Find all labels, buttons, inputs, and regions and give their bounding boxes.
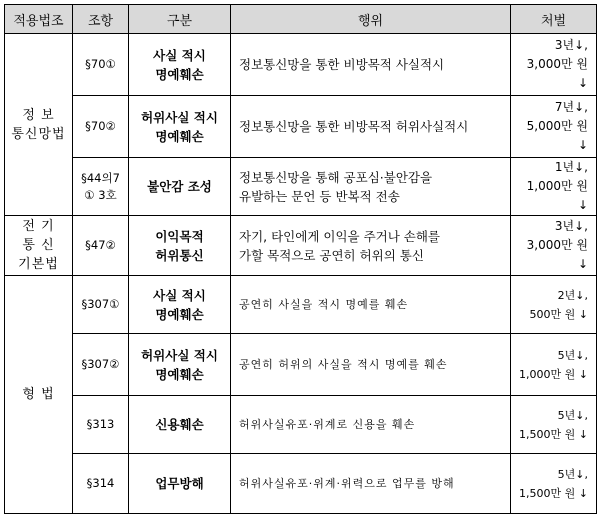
penalty-line: 2년↓,	[557, 288, 588, 302]
header-article: 조항	[73, 5, 129, 34]
penalty-cell	[511, 216, 597, 276]
penalty-cell	[511, 334, 597, 396]
act-line: 가할 목적으로 공연히 허위의 통신	[239, 247, 424, 263]
category-line: 허위통신	[155, 247, 204, 263]
act-line: 공연히 사실을 적시 명예를 훼손	[239, 298, 409, 311]
category-line: 업무방해	[155, 476, 204, 491]
penalty-line: 5년↓,	[557, 467, 588, 481]
penalty-line: 1,500만 원 ↓	[519, 486, 588, 500]
penalty-line: 5년↓,	[557, 408, 588, 422]
article-cell: §70①	[73, 34, 129, 96]
category-cell	[129, 276, 231, 334]
penalty-table	[4, 4, 597, 514]
act-line: 허위사실유포·위계·위력으로 업무를 방해	[239, 477, 455, 490]
article-line: ① 3호	[84, 187, 117, 202]
table-row	[5, 216, 597, 276]
article-cell: §307①	[73, 276, 129, 334]
category-line: 명예훼손	[155, 366, 204, 382]
article-cell: §47②	[73, 216, 129, 276]
act-cell	[231, 216, 511, 276]
act-cell	[231, 34, 511, 96]
table-row	[5, 396, 597, 454]
category-line: 명예훼손	[155, 306, 204, 322]
law-label: 통 신	[22, 238, 55, 253]
category-line: 불안감 조성	[147, 179, 212, 194]
penalty-line: 1년↓,	[554, 160, 588, 174]
header-law: 적용법조	[5, 5, 73, 34]
table-row	[5, 334, 597, 396]
act-cell	[231, 276, 511, 334]
penalty-line: 1,000만 원 ↓	[519, 367, 588, 381]
penalty-line: 500만 원 ↓	[529, 307, 588, 321]
category-line: 허위사실 적시	[141, 347, 218, 363]
penalty-cell	[511, 454, 597, 514]
article-cell: §307②	[73, 334, 129, 396]
table-row	[5, 96, 597, 158]
law-label: 정 보	[22, 107, 55, 123]
penalty-cell	[511, 34, 597, 96]
category-line: 사실 적시	[153, 47, 206, 63]
penalty-line: 3,000만 원 ↓	[526, 238, 588, 271]
category-cell	[129, 34, 231, 96]
article-line: §44의7	[81, 170, 120, 185]
penalty-cell	[511, 276, 597, 334]
category-cell	[129, 158, 231, 216]
act-line: 정보통신망을 통한 비방목적 허위사실적시	[239, 119, 469, 134]
category-line: 이익목적	[155, 228, 204, 244]
category-cell	[129, 396, 231, 454]
penalty-line: 5,000만 원 ↓	[526, 119, 588, 152]
table-row	[5, 34, 597, 96]
category-line: 신용훼손	[155, 417, 204, 432]
act-cell	[231, 96, 511, 158]
penalty-line: 7년↓,	[554, 100, 588, 114]
penalty-line: 1,000만 원 ↓	[526, 179, 588, 212]
penalty-line: 3년↓,	[554, 38, 588, 52]
category-line: 허위사실 적시	[141, 109, 218, 125]
act-line: 정보통신망을 통한 비방목적 사실적시	[239, 57, 445, 72]
act-line: 공연히 허위의 사실을 적시 명예를 훼손	[239, 358, 448, 371]
table-row	[5, 454, 597, 514]
act-line: 유발하는 문언 등 반복적 전송	[239, 188, 400, 204]
law-label: 기본법	[18, 257, 59, 272]
table-row	[5, 276, 597, 334]
penalty-line: 3년↓,	[554, 219, 588, 233]
penalty-line: 3,000만 원 ↓	[526, 57, 588, 90]
category-line: 명예훼손	[155, 128, 204, 144]
penalty-line: 1,500만 원 ↓	[519, 427, 588, 441]
act-line: 자기, 타인에게 이익을 주거나 손해를	[239, 228, 440, 244]
law-label: 전 기	[22, 219, 55, 234]
act-cell	[231, 158, 511, 216]
act-cell	[231, 454, 511, 514]
header-penalty: 처벌	[511, 5, 597, 34]
penalty-cell	[511, 396, 597, 454]
law-cell-telecom-act	[5, 216, 73, 276]
penalty-cell	[511, 158, 597, 216]
category-line: 사실 적시	[153, 287, 206, 303]
category-line: 명예훼손	[155, 66, 204, 82]
penalty-cell	[511, 96, 597, 158]
act-line: 정보통신망을 통해 공포심·불안감을	[239, 169, 433, 185]
act-cell	[231, 396, 511, 454]
category-cell	[129, 96, 231, 158]
law-label: 통신망법	[11, 126, 66, 142]
article-cell: §313	[73, 396, 129, 454]
law-label: 형 법	[22, 387, 55, 402]
table-row	[5, 158, 597, 216]
category-cell	[129, 454, 231, 514]
act-line: 허위사실유포·위계로 신용을 훼손	[239, 418, 416, 431]
penalty-line: 5년↓,	[557, 348, 588, 362]
law-cell-criminal-act	[5, 276, 73, 514]
header-row	[5, 5, 597, 34]
article-cell: §70②	[73, 96, 129, 158]
law-cell-network-act	[5, 34, 73, 216]
act-cell	[231, 334, 511, 396]
header-category: 구분	[129, 5, 231, 34]
header-act: 행위	[231, 5, 511, 34]
article-cell	[73, 158, 129, 216]
category-cell	[129, 216, 231, 276]
article-cell: §314	[73, 454, 129, 514]
category-cell	[129, 334, 231, 396]
